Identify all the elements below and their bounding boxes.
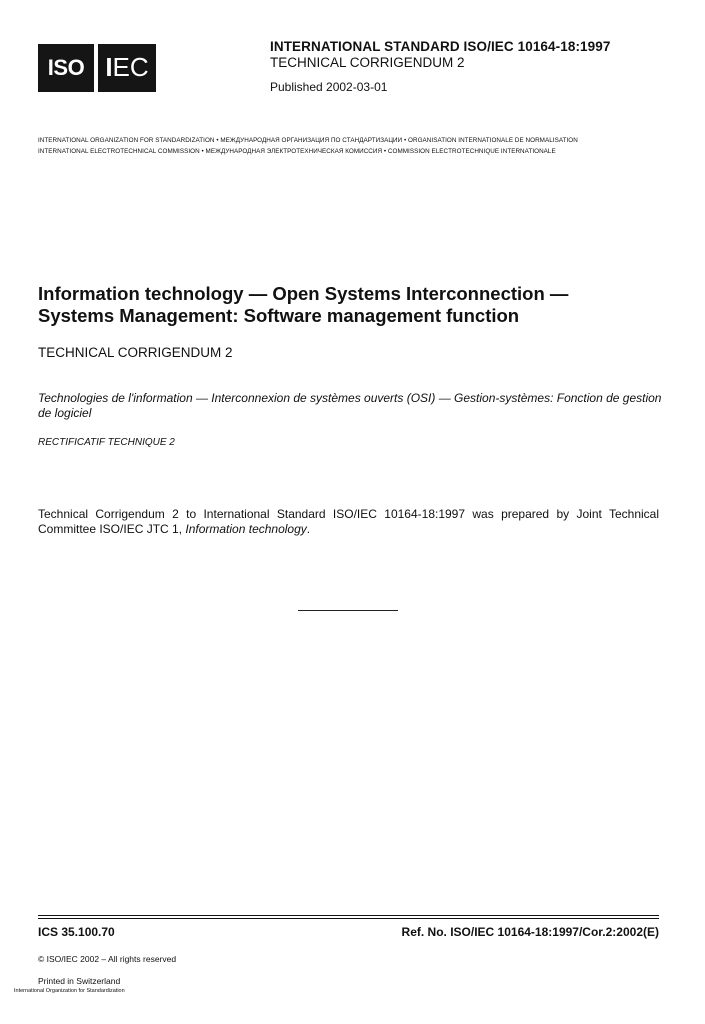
corrigendum-subtitle: TECHNICAL CORRIGENDUM 2 — [270, 55, 465, 70]
standard-title: INTERNATIONAL STANDARD ISO/IEC 10164-18:1997 — [270, 39, 611, 54]
footer-rule-thin — [38, 918, 659, 919]
printed-in: Printed in Switzerland — [38, 976, 121, 986]
french-title: Technologies de l'information — Interconnexion de systèmes ouverts (OSI) — Gestion-systèmes: Fonction de gestion de logiciel — [38, 391, 662, 420]
center-divider — [298, 610, 398, 611]
body-text-end: . — [306, 522, 311, 536]
body-paragraph — [38, 507, 659, 537]
document-title — [38, 283, 668, 327]
ics-number: ICS 35.100.70 — [38, 925, 115, 939]
french-rectificatif: RECTIFICATIF TECHNIQUE 2 — [38, 437, 175, 448]
org-stamp: International Organization for Standardization — [14, 988, 125, 994]
document-title-line-1: Information technology — Open Systems Interconnection — — [38, 283, 569, 304]
iso-logo-text: ISO — [47, 55, 85, 80]
footer-rule-thick — [38, 915, 659, 916]
reference-number: Ref. No. ISO/IEC 10164-18:1997/Cor.2:2002(E) — [401, 925, 659, 939]
body-text-italic: Information technology — [185, 522, 307, 536]
copyright-notice: © ISO/IEC 2002 – All rights reserved — [38, 954, 177, 964]
corrigendum-label: TECHNICAL CORRIGENDUM 2 — [38, 345, 233, 360]
body-text: Technical Corrigendum 2 to International Standard ISO/IEC 10164-18:1997 was prepared by Joint Technical Committee ISO/IEC JTC 1, — [38, 507, 659, 536]
iec-logo-text: IEC — [105, 52, 149, 82]
organizations-line-1: INTERNATIONAL ORGANIZATION FOR STANDARDIZATION • МЕЖДУНАРОДНАЯ ОРГАНИЗАЦИЯ ПО СТАНДАРТИЗАЦИИ • ORGANISATION INTERNATIONALE DE NORMALISATION — [38, 137, 578, 144]
organizations-line-2: INTERNATIONAL ELECTROTECHNICAL COMMISSION • МЕЖДУНАРОДНАЯ ЭЛЕКТРОТЕХНИЧЕСКАЯ КОМИССИЯ • COMMISSION ELECTROTECHNIQUE INTERNATIONALE — [38, 148, 556, 155]
document-title-line-2: Systems Management: Software management function — [38, 305, 520, 326]
iso-iec-logo — [38, 44, 156, 92]
published-date: Published 2002-03-01 — [270, 80, 388, 94]
